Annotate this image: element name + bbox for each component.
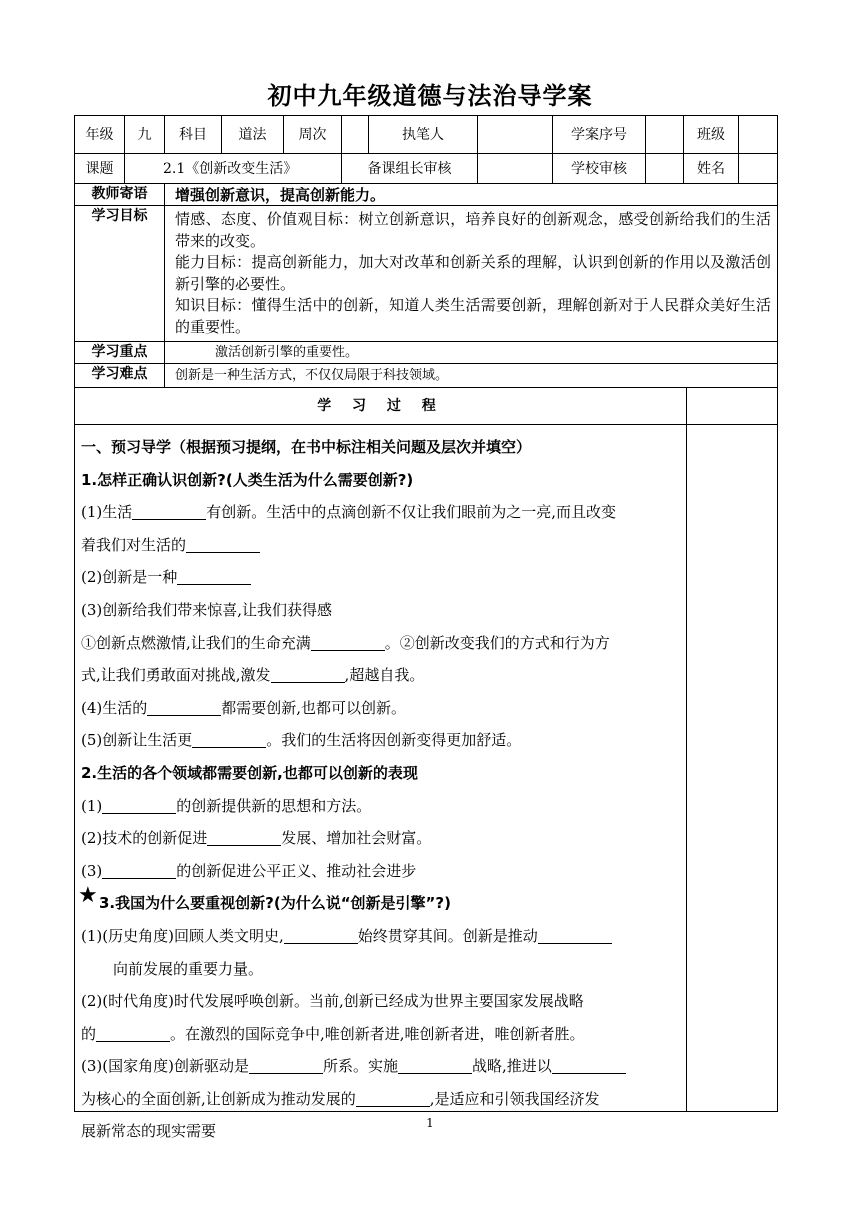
subject-label: 科目 bbox=[165, 116, 222, 153]
question-1-title: 1.怎样正确认识创新?(人类生活为什么需要创新?) bbox=[81, 470, 414, 489]
fill-blank[interactable] bbox=[147, 701, 221, 716]
fill-blank[interactable] bbox=[102, 799, 176, 814]
fill-blank[interactable] bbox=[102, 864, 176, 879]
teacher-message-row bbox=[75, 184, 777, 206]
week-label: 周次 bbox=[284, 116, 342, 153]
page-number: 1 bbox=[426, 1116, 434, 1130]
name-label: 姓名 bbox=[684, 154, 739, 183]
class-value bbox=[739, 116, 777, 153]
q1-item-4: (4)生活的 都需要创新,也都可以创新。 bbox=[81, 698, 407, 717]
grade-label: 年级 bbox=[75, 116, 125, 153]
fill-blank[interactable] bbox=[96, 1027, 170, 1042]
writer-label: 执笔人 bbox=[369, 116, 478, 153]
star-icon: ★ bbox=[78, 883, 98, 909]
fill-blank[interactable] bbox=[132, 505, 206, 520]
process-body bbox=[75, 425, 687, 1141]
fill-blank[interactable] bbox=[311, 636, 385, 651]
notes-column bbox=[687, 425, 777, 1111]
fill-blank[interactable] bbox=[271, 668, 345, 683]
difficulty-label: 学习难点 bbox=[75, 364, 165, 387]
q1-item-1-cont: 着我们对生活的 bbox=[81, 529, 678, 562]
teacher-message-text: 增强创新意识，提高创新能力。 bbox=[175, 186, 386, 204]
fill-blank[interactable] bbox=[249, 1059, 323, 1074]
lesson-value: 2.1《创新改变生活》 bbox=[125, 154, 342, 183]
q2-item-2: (2)技术的创新促进 发展、增加社会财富。 bbox=[81, 829, 432, 848]
review-value bbox=[478, 154, 553, 183]
school-review-value bbox=[646, 154, 684, 183]
fill-blank[interactable] bbox=[552, 1059, 626, 1074]
class-label: 班级 bbox=[684, 116, 739, 153]
objective-ability: 能力目标：提高创新能力，加大对改革和创新关系的理解，认识到创新的作用以及激活创新引擎的必要性。 bbox=[175, 253, 771, 293]
difficulty-row bbox=[75, 364, 777, 388]
q3-item-1: (1)(历史角度)回顾人类文明史, 始终贯穿其间。创新是推动 bbox=[81, 920, 678, 953]
fill-blank[interactable] bbox=[284, 929, 358, 944]
writer-value bbox=[478, 116, 553, 153]
q1-item-3a: ①创新点燃激情,让我们的生命充满 。②创新改变我们的方式和行为方 bbox=[81, 633, 610, 652]
header-row-1 bbox=[75, 116, 777, 154]
q1-item-1: (1)生活 有创新。生活中的点滴创新不仅让我们眼前为之一亮,而且改变 bbox=[81, 503, 617, 522]
fill-blank[interactable] bbox=[356, 1092, 430, 1107]
name-value bbox=[739, 154, 777, 183]
objectives-label: 学习目标 bbox=[75, 206, 165, 341]
q2-item-1: (1) 的创新提供新的思想和方法。 bbox=[81, 796, 372, 815]
q3-item-2-cont: 的 。在激烈的国际竞争中,唯创新者进,唯创新者进，唯创新者胜。 bbox=[81, 1024, 585, 1043]
fill-blank[interactable] bbox=[398, 1059, 472, 1074]
teacher-message-label: 教师寄语 bbox=[75, 184, 165, 205]
notes-header-cell bbox=[687, 388, 777, 424]
q3-item-3: (3)(国家角度)创新驱动是 所系。实施 战略,推进以 bbox=[81, 1050, 678, 1083]
page-title: 初中九年级道德与法治导学案 bbox=[267, 82, 593, 110]
school-review-label: 学校审核 bbox=[553, 154, 646, 183]
objectives-row bbox=[75, 206, 777, 342]
q1-item-2: (2)创新是一种 bbox=[81, 561, 678, 594]
review-label: 备课组长审核 bbox=[342, 154, 478, 183]
grade-value: 九 bbox=[125, 116, 165, 153]
process-title: 学 习 过 程 bbox=[75, 388, 687, 424]
key-point-row bbox=[75, 342, 777, 364]
objectives-text bbox=[165, 206, 777, 341]
subject-value: 道法 bbox=[222, 116, 284, 153]
question-3-title: ★ 3.我国为什么要重视创新?(为什么说“创新是引擎”?) bbox=[78, 883, 451, 913]
section-preview-heading: 一、预习导学（根据预习提纲，在书中标注相关问题及层次并填空） bbox=[81, 438, 532, 456]
case-no-label: 学案序号 bbox=[553, 116, 646, 153]
fill-blank[interactable] bbox=[192, 733, 266, 748]
objective-knowledge: 知识目标：懂得生活中的创新，知道人类生活需要创新，理解创新对于人民群众美好生活的重要性。 bbox=[175, 296, 771, 336]
key-point-label: 学习重点 bbox=[75, 342, 165, 363]
fill-blank[interactable] bbox=[186, 538, 260, 553]
q2-item-3: (3) 的创新促进公平正义、推动社会进步 bbox=[81, 861, 417, 880]
q1-item-3: (3)创新给我们带来惊喜,让我们获得感 bbox=[81, 600, 333, 619]
q3-item-3-end: 展新常态的现实需要 bbox=[81, 1122, 217, 1141]
q3-item-2: (2)(时代角度)时代发展呼唤创新。当前,创新已经成为世界主要国家发展战略 bbox=[81, 992, 584, 1011]
process-header-row bbox=[75, 388, 777, 425]
key-point-text: 激活创新引擎的重要性。 bbox=[215, 345, 359, 360]
difficulty-text: 创新是一种生活方式，不仅仅局限于科技领域。 bbox=[175, 368, 449, 383]
q3-item-3-cont: 为核心的全面创新,让创新成为推动发展的 ,是适应和引领我国经济发 bbox=[81, 1089, 600, 1108]
lesson-label: 课题 bbox=[75, 154, 125, 183]
header-row-2 bbox=[75, 154, 777, 184]
objective-emotion: 情感、态度、价值观目标：树立创新意识，培养良好的创新观念，感受创新给我们的生活带来的改变。 bbox=[175, 210, 771, 250]
fill-blank[interactable] bbox=[538, 929, 612, 944]
fill-blank[interactable] bbox=[177, 570, 251, 585]
study-guide-table bbox=[74, 115, 778, 1141]
q1-item-5: (5)创新让生活更 。我们的生活将因创新变得更加舒适。 bbox=[81, 731, 522, 750]
fill-blank[interactable] bbox=[207, 831, 281, 846]
week-value bbox=[342, 116, 369, 153]
question-2-title: 2.生活的各个领域都需要创新,也都可以创新的表现 bbox=[81, 763, 418, 782]
q3-item-1-cont: 向前发展的重要力量。 bbox=[113, 959, 264, 978]
case-no-value bbox=[646, 116, 684, 153]
q1-item-3a-cont: 式,让我们勇敢面对挑战,激发 ,超越自我。 bbox=[81, 666, 425, 685]
